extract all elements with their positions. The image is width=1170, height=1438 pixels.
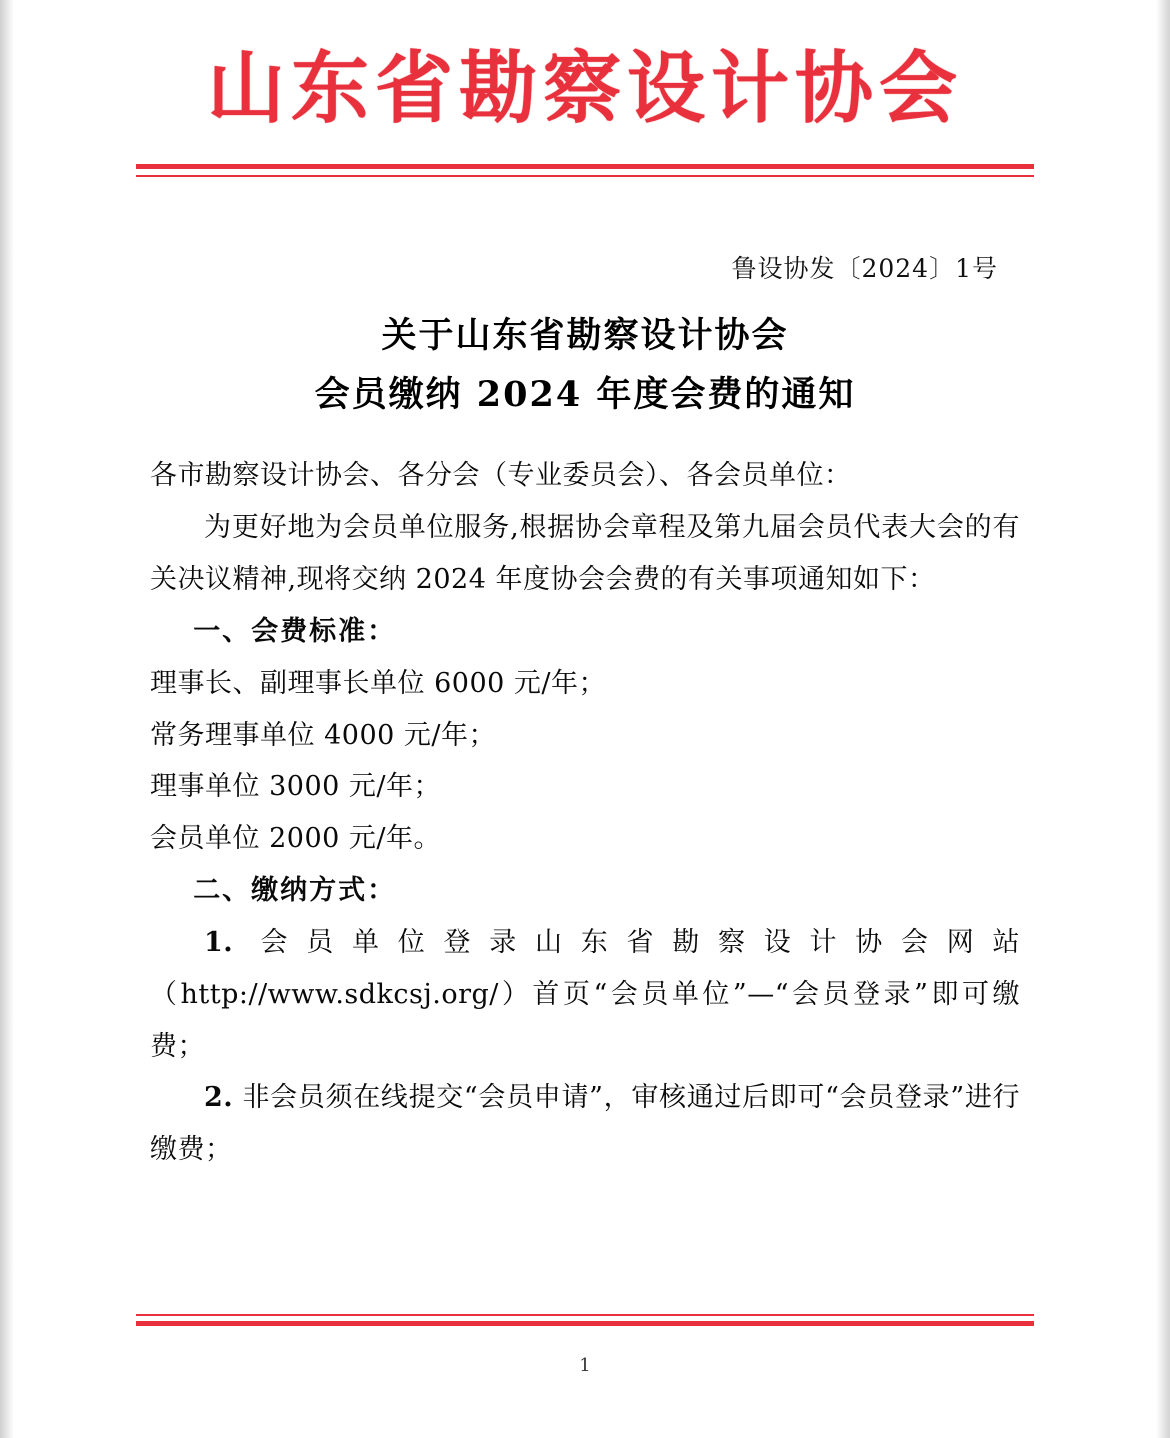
section-2-heading: 二、缴纳方式： xyxy=(193,875,397,907)
payment-item-2-number: 2. xyxy=(204,1082,234,1114)
letterhead xyxy=(150,0,1020,177)
payment-item-2 xyxy=(150,1072,1020,1176)
letterhead-divider xyxy=(136,164,1034,177)
organization-name: 山东省勘察设计协会 xyxy=(206,43,963,134)
footer-rule-thick xyxy=(136,1321,1034,1326)
fee-line-2: 常务理事单位 4000 元/年； xyxy=(150,719,496,751)
payment-item-2-text: 非会员须在线提交“会员申请”，审核通过后即可“会员登录”进行缴费； xyxy=(150,1082,1020,1166)
payment-item-1 xyxy=(150,917,1020,1072)
fee-line-1: 理事长、副理事长单位 6000 元/年； xyxy=(150,667,606,699)
salutation: 各市勘察设计协会、各分会（专业委员会）、各会员单位： xyxy=(150,460,852,492)
footer-divider xyxy=(136,1314,1034,1326)
section-1-heading: 一、会费标准： xyxy=(193,615,397,647)
page-number: 1 xyxy=(579,1355,591,1376)
title-line-1: 关于山东省勘察设计协会 xyxy=(381,314,789,356)
fee-line-4: 会员单位 2000 元/年。 xyxy=(150,823,441,855)
payment-item-1-number: 1. xyxy=(204,926,234,958)
divider-rule-thin xyxy=(136,175,1034,177)
title-line-2: 会员缴纳 2024 年度会费的通知 xyxy=(314,373,856,415)
fee-line-3: 理事单位 3000 元/年； xyxy=(150,771,441,803)
page-title xyxy=(150,307,1020,425)
payment-item-1-text: 会员单位登录山东省勘察设计协会网站（http://www.sdkcsj.org/）首页“会员单位”—“会员登录”即可缴费； xyxy=(150,926,1021,1062)
document-number: 鲁设协发〔2024〕1号 xyxy=(731,253,998,283)
intro-paragraph: 为更好地为会员单位服务,根据协会章程及第九届会员代表大会的有关决议精神,现将交纳 2024 年度协会会费的有关事项通知如下： xyxy=(150,512,1020,596)
document-body xyxy=(150,450,1020,1176)
